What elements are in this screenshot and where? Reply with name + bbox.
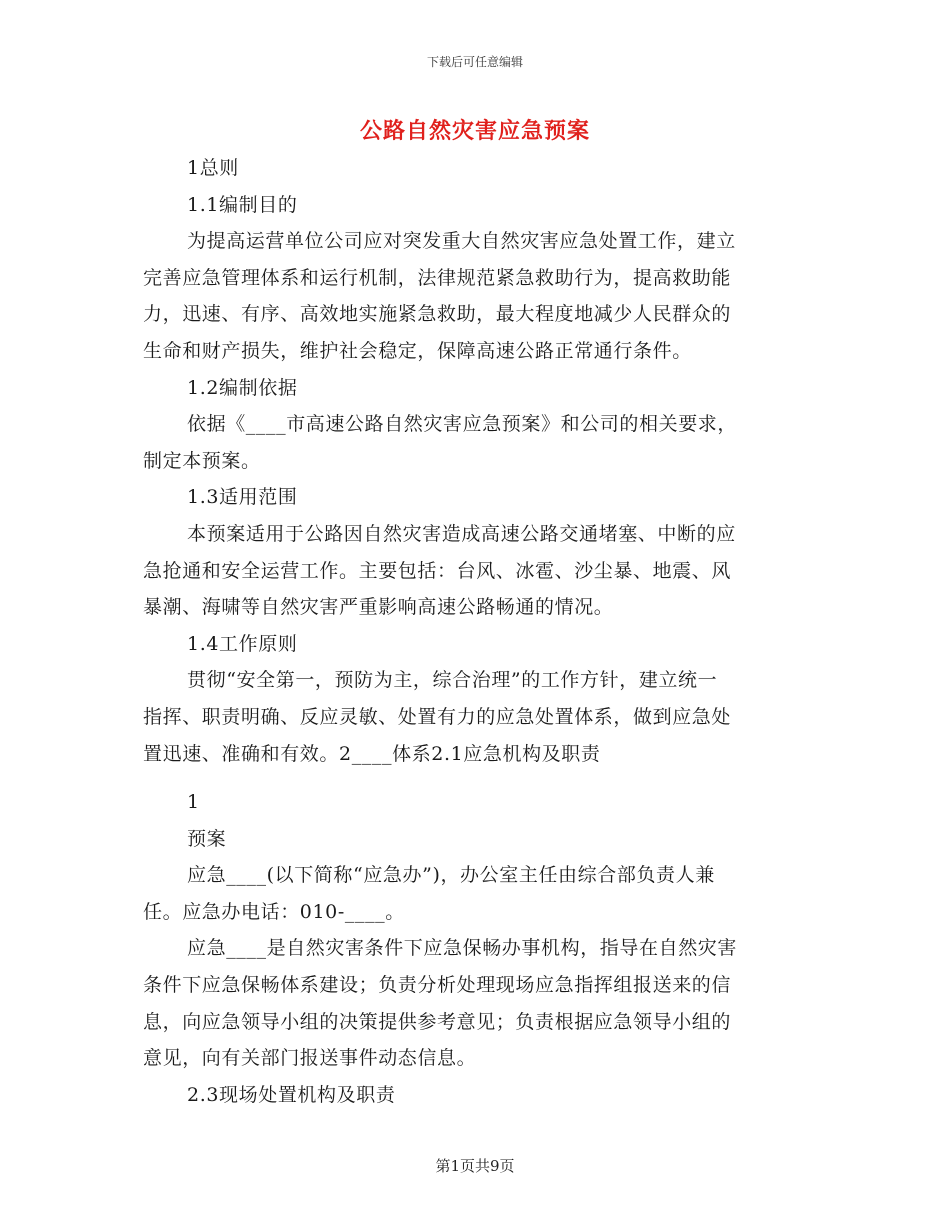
paragraph-line: 应急____是自然灾害条件下应急保畅办事机构，指导在自然灾害 bbox=[187, 937, 738, 960]
paragraph-line: 制定本预案。 bbox=[143, 449, 261, 472]
subsection-heading: 1.1编制目的 bbox=[187, 193, 298, 216]
paragraph-line: 完善应急管理体系和运行机制，法律规范紧急救助行为，提高救助能 bbox=[143, 266, 732, 289]
paragraph-line: 息，向应急领导小组的决策提供参考意见；负责根据应急领导小组的 bbox=[143, 1010, 732, 1033]
paragraph-line: 力，迅速、有序、高效地实施紧急救助，最大程度地减少人民群众的 bbox=[143, 303, 732, 326]
paragraph-line: 条件下应急保畅体系建设；负责分析处理现场应急指挥组报送来的信 bbox=[143, 974, 732, 997]
paragraph-line: 为提高运营单位公司应对突发重大自然灾害应急处置工作，建立 bbox=[187, 230, 736, 253]
paragraph-line: 预案 bbox=[187, 827, 227, 850]
paragraph-line: 暴潮、海啸等自然灾害严重影响高速公路畅通的情况。 bbox=[143, 596, 614, 619]
paragraph-line: 1 bbox=[187, 791, 200, 814]
paragraph-line: 应急____(以下简称“应急办”)，办公室主任由综合部负责人兼 bbox=[187, 864, 715, 887]
paragraph-line: 贯彻“安全第一，预防为主，综合治理”的工作方针，建立统一 bbox=[187, 669, 718, 692]
paragraph-line: 置迅速、准确和有效。2____体系2.1应急机构及职责 bbox=[143, 742, 601, 765]
subsection-heading: 1.2编制依据 bbox=[187, 376, 298, 399]
document-body bbox=[143, 150, 803, 1113]
paragraph-line: 急抢通和安全运营工作。主要包括：台风、冰雹、沙尘暴、地震、风 bbox=[143, 559, 732, 582]
paragraph-line: 任。应急办电话：010-____。 bbox=[143, 900, 405, 923]
document-title: 公路自然灾害应急预案 bbox=[359, 118, 590, 144]
paragraph-line: 生命和财产损失，维护社会稳定，保障高速公路正常通行条件。 bbox=[143, 339, 692, 362]
subsection-heading: 2.3现场处置机构及职责 bbox=[187, 1083, 396, 1106]
section-heading: 1总则 bbox=[187, 157, 239, 179]
page-header: 下载后可任意编辑 bbox=[426, 55, 523, 69]
page-footer: 第1页共9页 bbox=[435, 1157, 515, 1175]
paragraph-line: 指挥、职责明确、反应灵敏、处置有力的应急处置体系，做到应急处 bbox=[143, 705, 732, 728]
subsection-heading: 1.4工作原则 bbox=[187, 632, 298, 655]
paragraph-line: 本预案适用于公路因自然灾害造成高速公路交通堵塞、中断的应 bbox=[187, 522, 736, 545]
paragraph-line: 依据《____市高速公路自然灾害应急预案》和公司的相关要求， bbox=[187, 413, 738, 436]
subsection-heading: 1.3适用范围 bbox=[187, 486, 298, 509]
paragraph-line: 意见，向有关部门报送事件动态信息。 bbox=[143, 1047, 477, 1070]
